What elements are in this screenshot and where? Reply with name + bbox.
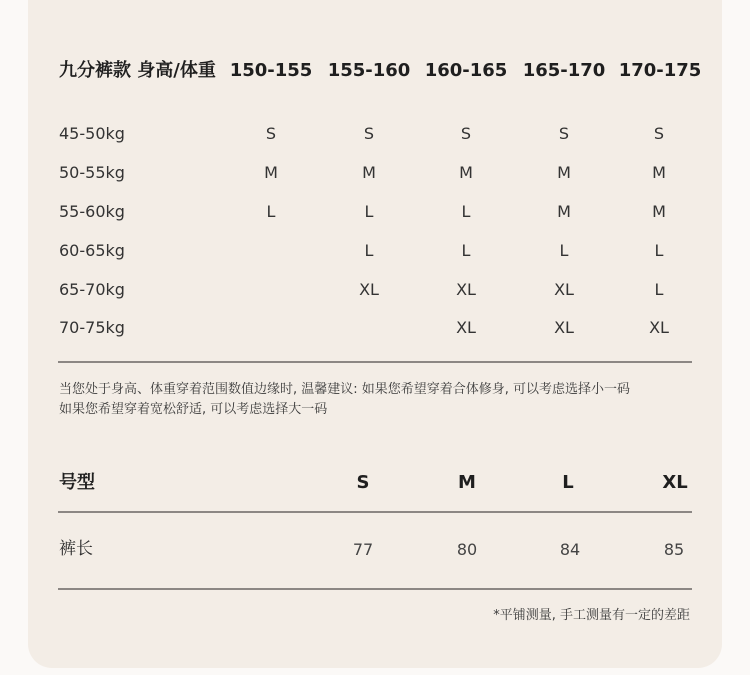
size-cell: XL [554,318,574,337]
size-cell: S [460,124,472,143]
length-value: 84 [559,540,581,559]
divider [58,511,692,513]
size-cell: M [557,202,571,221]
size-cell: S [653,124,665,143]
size-cell: XL [456,318,476,337]
size-cell: M [557,163,571,182]
height-header-5: 170-175 [618,60,702,81]
divider [58,588,692,590]
size-cell: S [558,124,570,143]
size-cell: L [654,241,664,260]
size-cell: XL [649,318,669,337]
size-chart-card [28,0,722,668]
weight-label: 65-70kg [59,280,125,299]
size-cell: M [362,163,376,182]
pants-length-label: 裤长 [59,539,93,559]
size-cell: L [266,202,276,221]
length-value: 85 [663,540,685,559]
size-header-xl: XL [662,472,688,493]
fit-note-line2: 如果您希望穿着宽松舒适, 可以考虑选择大一码 [59,402,328,417]
size-cell: L [461,241,471,260]
size-type-label: 号型 [59,472,95,493]
length-value: 80 [456,540,478,559]
size-cell: XL [554,280,574,299]
height-header-4: 165-170 [522,60,606,81]
size-header-s: S [356,472,370,493]
height-header-2: 155-160 [327,60,411,81]
table1-corner-label: 九分裤款 身高/体重 [59,60,216,81]
size-cell: S [363,124,375,143]
size-cell: XL [456,280,476,299]
size-cell: M [264,163,278,182]
size-cell: L [654,280,664,299]
weight-label: 50-55kg [59,163,125,182]
size-cell: L [364,241,374,260]
size-cell: L [559,241,569,260]
size-cell: M [459,163,473,182]
size-cell: S [265,124,277,143]
length-value: 77 [352,540,374,559]
measurement-footnote: *平铺测量, 手工测量有一定的差距 [493,608,690,623]
height-header-1: 150-155 [229,60,313,81]
height-header-3: 160-165 [424,60,508,81]
size-header-m: M [458,472,476,493]
divider [58,361,692,363]
size-cell: M [652,163,666,182]
weight-label: 55-60kg [59,202,125,221]
weight-label: 70-75kg [59,318,125,337]
weight-label: 45-50kg [59,124,125,143]
size-cell: L [364,202,374,221]
size-header-l: L [562,472,574,493]
weight-label: 60-65kg [59,241,125,260]
fit-note-line1: 当您处于身高、体重穿着范围数值边缘时, 温馨建议: 如果您希望穿着合体修身, 可以考虑选择小一码 [59,382,631,397]
size-cell: XL [359,280,379,299]
size-cell: M [652,202,666,221]
size-cell: L [461,202,471,221]
